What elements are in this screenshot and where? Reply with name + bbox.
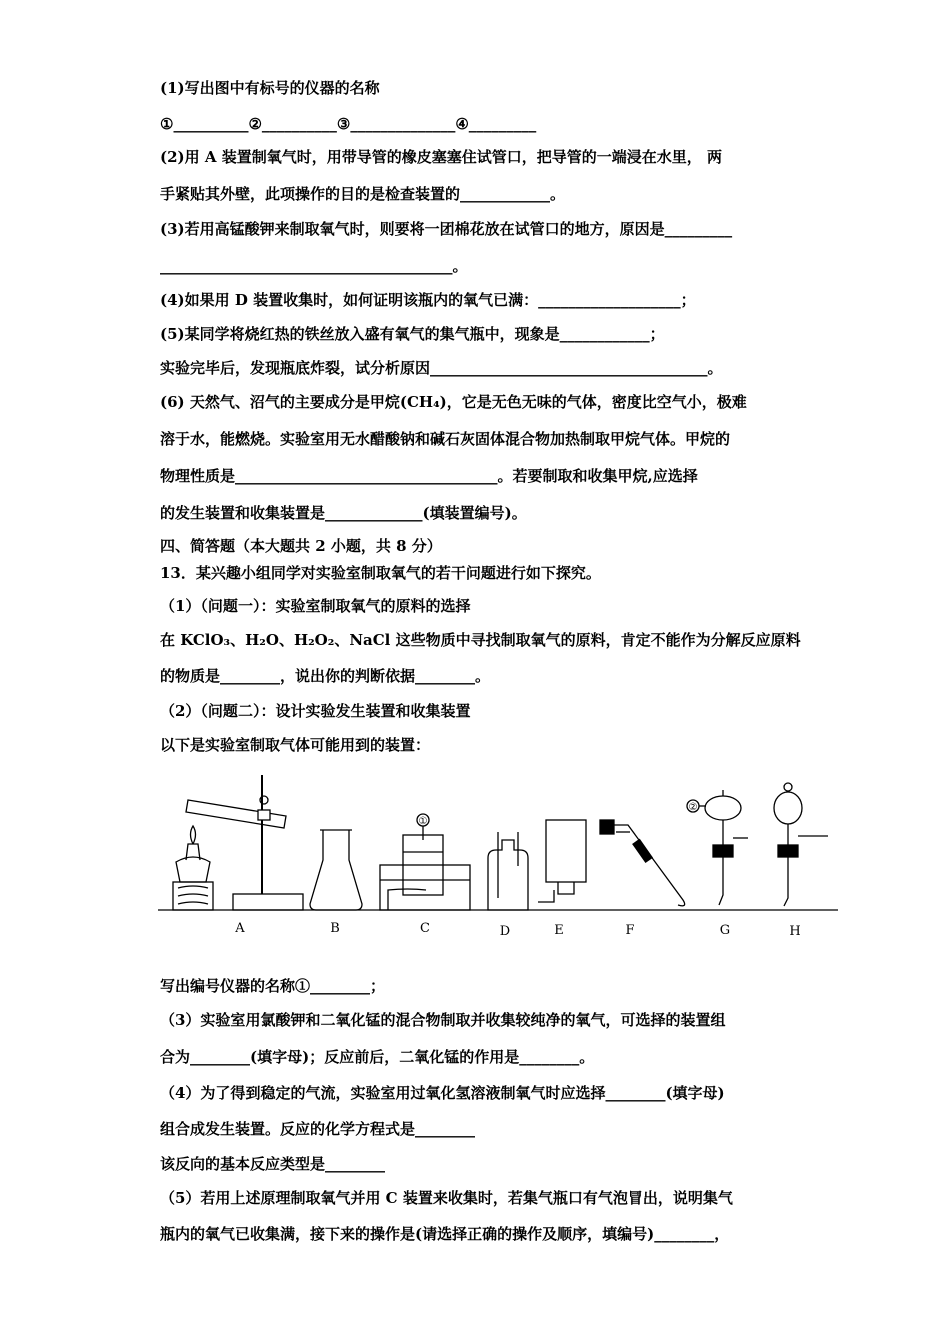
text-line: 溶于水，能燃烧。实验室用无水醋酸钠和碱石灰固体混合物加热制取甲烷气体。甲烷的 [160,430,731,448]
water-trough [380,865,470,910]
text-line: 手紧贴其外壁，此项操作的目的是检查装置的____________。 [160,185,566,203]
stand-base [233,894,303,910]
text-line: （1）（问题一）：实验室制取氧气的原料的选择 [160,597,471,615]
apparatus-e [538,820,586,902]
text-line: (4)如果用 D 装置收集时，如何证明该瓶内的氧气已满：___________________； [160,291,696,309]
text-line: (5)某同学将烧红热的铁丝放入盛有氧气的集气瓶中，现象是____________； [160,325,665,343]
funnel-bulb [705,796,741,820]
apparatus-figure [158,770,838,950]
test-tube [186,800,286,828]
text-line: 该反向的基本反应类型是________ [160,1155,386,1173]
label-f: F [625,923,635,938]
text-line: ①__________②__________③______________④_________ [160,115,537,133]
text-line: 13．某兴趣小组同学对实验室制取氧气的若干问题进行如下探究。 [160,564,601,582]
text-line: （2）（问题二）：设计实验发生装置和收集装置 [160,702,471,720]
text-line: (3)若用高锰酸钾来制取氧气时，则要将一团棉花放在试管口的地方，原因是_________ [160,220,733,238]
text-line: （5）若用上述原理制取氧气并用 C 装置来收集时，若集气瓶口有气泡冒出，说明集气 [160,1189,733,1207]
text-line: （4）为了得到稳定的气流，实验室用过氧化氢溶液制氧气时应选择________(填字母) [160,1084,725,1102]
text-line: 实验完毕后，发现瓶底炸裂，试分析原因_____________________________________。 [160,359,723,377]
text-line: 瓶内的氧气已收集满，接下来的操作是(请选择正确的操作及顺序，填编号)________， [160,1225,730,1243]
text-line: 写出编号仪器的名称①________； [160,977,386,995]
text-line: 物理性质是___________________________________。若要制取和收集甲烷,应选择 [160,467,698,485]
delivery-tube [388,889,426,910]
apparatus-a [173,775,303,910]
text-line: 以下是实验室制取气体可能用到的装置： [160,736,431,754]
label-d: D [499,924,511,939]
conical-flask [310,830,362,910]
apparatus-c [380,814,470,910]
mark-2: ② [688,802,698,813]
funnel-bulb [774,792,802,824]
text-line: 组合成发生装置。反应的化学方程式是________ [160,1120,476,1138]
apparatus-d [488,832,528,910]
text-line: (2)用 A 装置制氧气时，用带导管的橡皮塞塞住试管口，把导管的一端浸在水里， 两 [160,148,722,166]
apparatus-f [600,820,685,906]
apparatus-g [687,790,748,905]
wash-bottle [488,840,528,910]
label-a: A [235,921,245,936]
mark-1: ① [418,816,428,827]
label-e: E [554,923,564,938]
text-line: 的发生装置和收集装置是_____________(填装置编号)。 [160,504,527,522]
flame-icon [191,826,196,844]
text-line: (1)写出图中有标号的仪器的名称 [160,79,380,97]
label-g: G [719,923,731,938]
bent-tube [614,825,685,906]
apparatus-b [310,830,362,910]
section-heading: 四、简答题（本大题共 2 小题，共 8 分） [160,537,442,555]
apparatus-h [774,783,828,906]
alcohol-lamp [176,857,210,882]
collection-bottle [546,820,586,882]
label-c: C [420,921,430,936]
text-line: 的物质是________，说出你的判断依据________。 [160,667,491,685]
text-line: （3）实验室用氯酸钾和二氧化锰的混合物制取并收集较纯净的氧气，可选择的装置组 [160,1011,726,1029]
text-line: 合为________(填字母)；反应前后，二氧化锰的作用是________。 [160,1048,595,1066]
text-line: _______________________________________。 [160,257,468,275]
text-line: 在 KClO₃、H₂O、H₂O₂、NaCl 这些物质中寻找制取氧气的原料，肯定不能作为分解反应原料 [160,631,801,649]
label-h: H [789,924,801,939]
text-line: (6) 天然气、沼气的主要成分是甲烷(CH₄)，它是无色无味的气体，密度比空气小，极难 [160,393,747,411]
stopper [600,820,614,834]
label-b: B [330,921,340,936]
